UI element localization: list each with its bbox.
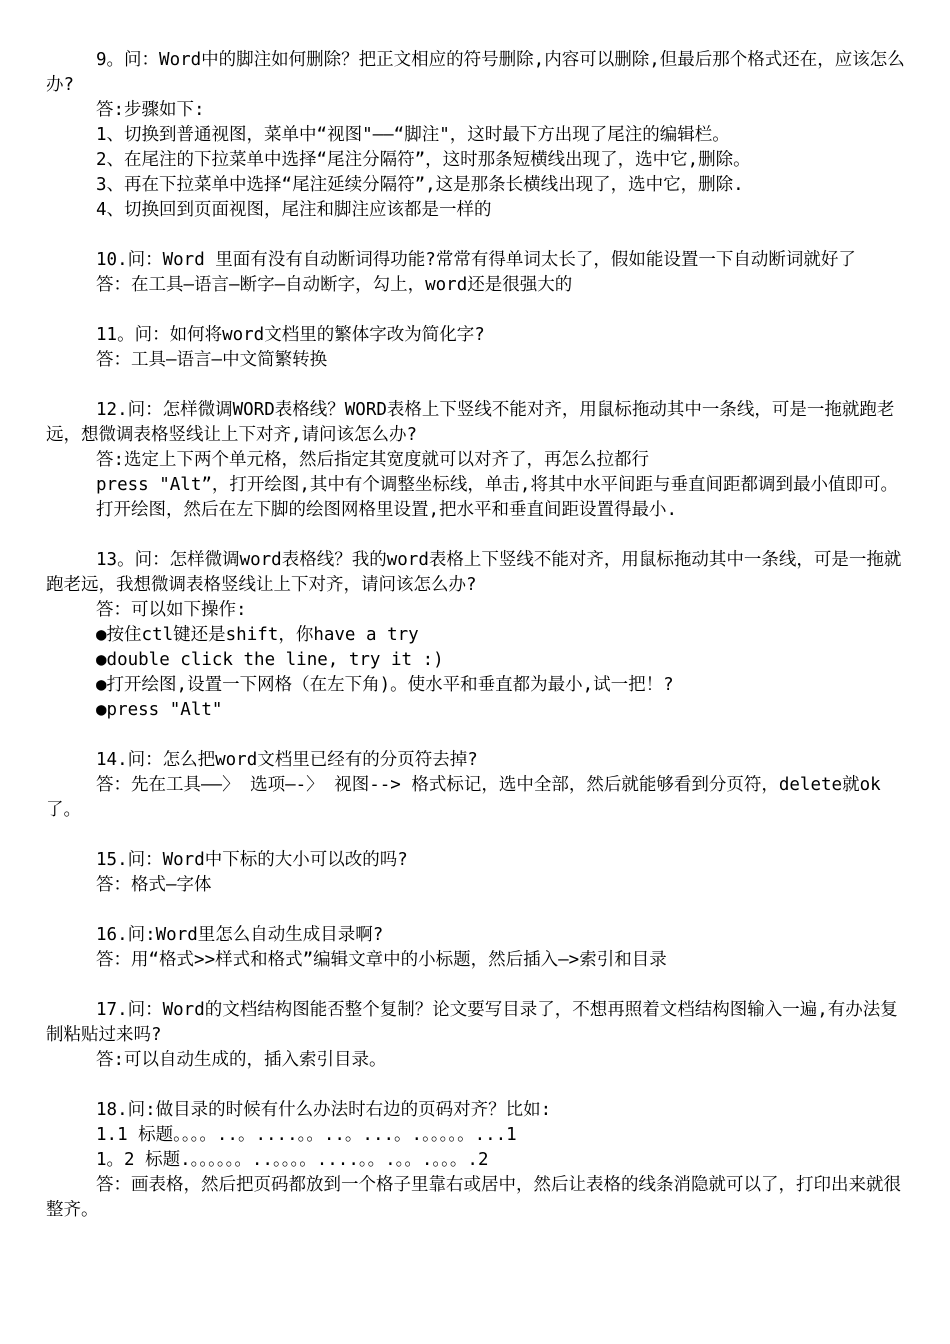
question-text: 16.问:Word里怎么自动生成目录啊? [96,925,384,945]
qa-block [46,548,906,723]
answer-line: 答：用“格式>>样式和格式”编辑文章中的小标题，然后插入—>索引和目录 [96,950,667,970]
answer-line: 答：工具—语言—中文简繁转换 [96,350,328,370]
question-text: 17.问：Word的文档结构图能否整个复制？论文要写目录了，不想再照着文档结构图输入一遍,有办法复制粘贴过来吗? [46,1000,898,1045]
answer-line: 4、切换回到页面视图，尾注和脚注应该都是一样的 [96,200,492,220]
answer-line: 答：可以如下操作: [96,600,247,620]
answer-line: 答:选定上下两个单元格，然后指定其宽度就可以对齐了，再怎么拉都行 [96,450,650,470]
answer-line: 打开绘图，然后在左下脚的绘图网格里设置,把水平和垂直间距设置得最小. [96,500,678,520]
question-text: 12.问：怎样微调WORD表格线？WORD表格上下竖线不能对齐，用鼠标拖动其中一条线，可是一拖就跑老远，想微调表格竖线让上下对齐,请问该怎么办? [46,400,895,445]
qa-block [46,1098,906,1223]
answer-line: ●press "Alt" [96,700,223,720]
answer-line: 答:步骤如下: [96,100,205,120]
qa-block [46,323,906,373]
answer-line: 答：在工具—语言—断字—自动断字，勾上，word还是很强大的 [96,275,573,295]
answer-line: 答：格式—字体 [96,875,212,895]
qa-block [46,48,906,223]
answer-line: 1、切换到普通视图，菜单中“视图"——“脚注"，这时最下方出现了尾注的编辑栏。 [96,125,730,145]
answer-line: 答：画表格，然后把页码都放到一个格子里靠右或居中，然后让表格的线条消隐就可以了，打印出来就很整齐。 [46,1175,901,1220]
answer-line: 答:可以自动生成的，插入索引目录。 [96,1050,387,1070]
question-text: 18.问:做目录的时候有什么办法时右边的页码对齐？比如: [96,1100,552,1120]
answer-line: ●double click the line, try it :) [96,650,444,670]
answer-line: ●按住ctl键还是shift，你have a try [96,625,419,645]
answer-line: press "Alt”，打开绘图,其中有个调整坐标线，单击,将其中水平间距与垂直间距都调到最小值即可。 [96,475,898,495]
answer-line: 1。2 标题.。。。。。。..。。。。....。。.。。.。。。.2 [96,1150,489,1170]
question-text: 13。问：怎样微调word表格线？我的word表格上下竖线不能对齐，用鼠标拖动其中一条线，可是一拖就跑老远，我想微调表格竖线让上下对齐，请问该怎么办? [46,550,902,595]
answer-line: 1.1 标题。。。。..。....。。..。...。.。。。。。...1 [96,1125,517,1145]
qa-block [46,398,906,523]
question-text: 9。问：Word中的脚注如何删除？把正文相应的符号删除,内容可以删除,但最后那个格式还在，应该怎么办? [46,50,905,95]
qa-block [46,248,906,298]
qa-block [46,923,906,973]
question-text: 11。问：如何将word文档里的繁体字改为简化字? [96,325,485,345]
question-text: 15.问：Word中下标的大小可以改的吗? [96,850,408,870]
qa-block [46,998,906,1073]
question-text: 10.问：Word 里面有没有自动断词得功能?常常有得单词太长了，假如能设置一下自动断词就好了 [96,250,856,270]
qa-block [46,848,906,898]
answer-line: 2、在尾注的下拉菜单中选择“尾注分隔符”，这时那条短横线出现了，选中它,删除。 [96,150,751,170]
qa-block [46,748,906,823]
answer-line: ●打开绘图,设置一下网格（在左下角)。使水平和垂直都为最小,试一把！? [96,675,674,695]
answer-line: 3、再在下拉菜单中选择“尾注延续分隔符”,这是那条长横线出现了，选中它，删除. [96,175,744,195]
question-text: 14.问：怎么把word文档里已经有的分页符去掉? [96,750,478,770]
answer-line: 答：先在工具——〉 选项—-〉 视图--> 格式标记，选中全部，然后就能够看到分页符，delete就ok了。 [46,775,881,820]
